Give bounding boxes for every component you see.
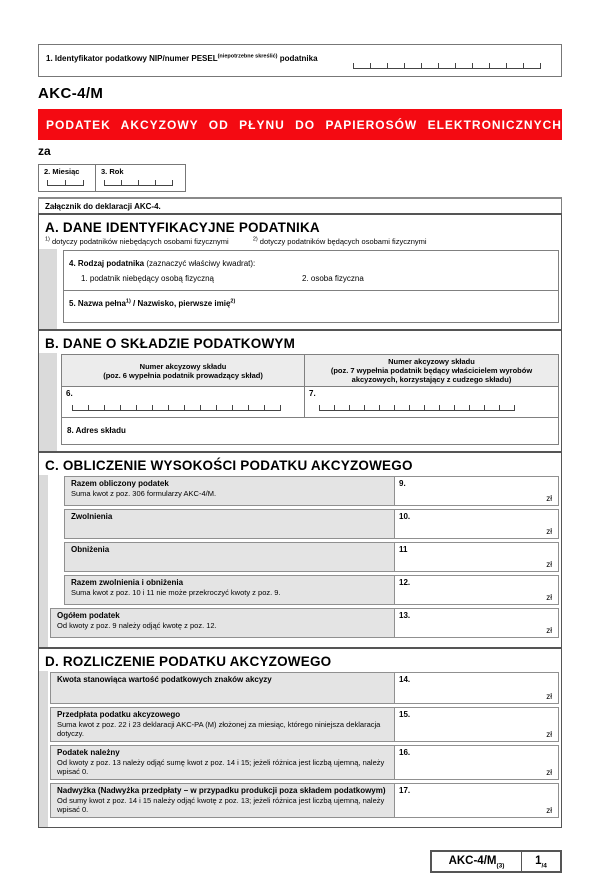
amount-input-cell-14[interactable]	[394, 673, 558, 703]
taxpayer-id-label: 1. Identyfikator podatkowy NIP/numer $PESEL^{(niepotrzebne skreślić)}$ podatnika	[46, 53, 318, 63]
section-a-body	[39, 249, 561, 329]
currency-unit: zł	[546, 494, 552, 503]
year-field	[96, 165, 185, 191]
warehouse-address-field[interactable]	[62, 418, 558, 444]
section-a-title: A. DANE IDENTYFIKACYJNE PODATNIKA	[45, 220, 320, 235]
row-tax-due	[50, 745, 559, 780]
period-table	[38, 164, 186, 192]
field-number: 9.	[399, 479, 406, 488]
section-c-body	[39, 475, 561, 647]
currency-unit: zł	[546, 806, 552, 815]
row-exemptions	[64, 509, 559, 539]
section-b-title: B. DANE O SKŁADZIE PODATKOWYM	[45, 336, 296, 351]
row-label: Razem obliczony podatek Suma kwot z poz. 306 formularzy AKC-4/M.	[71, 479, 217, 498]
row-label: Nadwyżka (Nadwyżka przedpłaty – w przypadku produkcji poza składem podatkowym) Od sumy kwot z poz. 14 i 15 należy odjąć kwotę z poz. 13; jeżeli różnica jest liczbą ujemną, należy wpisać 0.	[57, 786, 386, 814]
section-a-footnotes	[39, 237, 561, 249]
section-a	[38, 213, 562, 330]
field-number: 12.	[399, 578, 411, 587]
currency-unit: zł	[546, 626, 552, 635]
month-label: 2. Miesiąc	[44, 167, 80, 176]
month-comb-input[interactable]	[47, 177, 84, 186]
row-label: Przedpłata podatku akcyzowego Suma kwot z poz. 22 i 23 deklaracji AKC-PA (M) złożonej za miesiąc, którego niniejsza deklaracja dotyczy.	[57, 710, 381, 738]
warehouse-address-label: 8. Adres składu	[67, 426, 126, 435]
currency-unit: zł	[546, 593, 552, 602]
section-d-title: D. ROZLICZENIE PODATKU AKCYZOWEGO	[45, 654, 332, 669]
taxpayer-type-field	[63, 250, 559, 291]
currency-unit: zł	[546, 768, 552, 777]
warehouse-col1-header: Numer akcyzowy składu (poz. 6 wypełnia podatnik prowadzący skład)	[62, 355, 305, 386]
amount-input-cell-12[interactable]	[394, 576, 558, 604]
section-a-margin-strip	[39, 249, 57, 329]
amount-input-cell-16[interactable]	[394, 746, 558, 779]
section-d	[38, 647, 562, 828]
footnote-2: $^{2)}$ dotyczy podatników będących osobami fizycznymi	[252, 236, 427, 246]
row-label: Ogółem podatek Od kwoty z poz. 9 należy odjąć kwotę z poz. 12.	[57, 611, 217, 630]
full-name-field[interactable]	[63, 290, 559, 323]
currency-unit: zł	[546, 560, 552, 569]
amount-input-cell-11[interactable]	[394, 543, 558, 571]
year-label: 3. Rok	[101, 167, 124, 176]
warehouse-number-row	[62, 387, 558, 418]
period-prefix-label: za	[38, 144, 51, 158]
full-name-label: 5. Nazwa pełna$^{1)}$ / Nazwisko, pierwsze imię$^{2)}$	[69, 298, 236, 308]
taxpayer-type-option-2[interactable]: 2. osoba fizyczna	[302, 274, 364, 283]
row-reductions	[64, 542, 559, 572]
form-content	[38, 0, 562, 873]
taxpayer-type-label: 4. Rodzaj podatnika	[69, 259, 147, 268]
footnote-1: $^{1)}$ dotyczy podatników niebędących osobami fizycznymi	[45, 236, 229, 246]
field-number: 11	[399, 545, 408, 554]
row-overall-tax	[50, 608, 559, 638]
year-comb-input[interactable]	[104, 177, 173, 186]
form-code: AKC-4/M	[38, 85, 104, 102]
footer-page-number: $1_{/4}$	[535, 855, 547, 870]
section-c-title: C. OBLICZENIE WYSOKOŚCI PODATKU AKCYZOWEGO	[45, 458, 413, 473]
section-b-body	[39, 353, 561, 451]
field-number: 17.	[399, 786, 411, 795]
row-excise-stamps-value	[50, 672, 559, 704]
row-label: Zwolnienia	[71, 512, 113, 521]
field-7-comb-input[interactable]	[319, 402, 515, 411]
section-c	[38, 451, 562, 648]
row-label: Obniżenia	[71, 545, 110, 554]
row-label: Kwota stanowiąca wartość podatkowych znaków akcyzy	[57, 675, 272, 684]
taxpayer-type-hint: (zaznaczyć właściwy kwadrat):	[146, 259, 256, 268]
field-number: 13.	[399, 611, 411, 620]
field-7-number: 7.	[309, 389, 316, 398]
currency-unit: zł	[546, 692, 552, 701]
row-label: Podatek należny Od kwoty z poz. 13 należy odjąć sumę kwot z poz. 14 i 15; jeżeli różnica jest liczbą ujemną, należy wpisać 0.	[57, 748, 385, 776]
section-d-margin-strip	[39, 671, 48, 827]
footer-form-code: AKC-$4/M_{(3)}$	[432, 852, 522, 871]
row-prepayment	[50, 707, 559, 742]
field-number: 10.	[399, 512, 411, 521]
field-number: 16.	[399, 748, 411, 757]
amount-input-cell-17[interactable]	[394, 784, 558, 817]
row-surplus	[50, 783, 559, 818]
field-6-cell	[62, 387, 305, 417]
attachment-note: Załącznik do deklaracji AKC-4.	[38, 197, 562, 214]
amount-input-cell-9[interactable]	[394, 477, 558, 505]
warehouse-table-header	[62, 355, 558, 387]
row-label: Razem zwolnienia i obniżenia Suma kwot z poz. 10 i 11 nie może przekroczyć kwoty z poz. 9.	[71, 578, 281, 597]
section-c-margin-strip	[39, 475, 48, 647]
section-b	[38, 329, 562, 452]
field-6-comb-input[interactable]	[72, 402, 281, 411]
section-b-margin-strip	[39, 353, 57, 451]
amount-input-cell-10[interactable]	[394, 510, 558, 538]
field-number: 14.	[399, 675, 411, 684]
amount-input-cell-15[interactable]	[394, 708, 558, 741]
taxpayer-id-label-sup: (niepotrzebne skreślić)	[217, 53, 278, 60]
field-number: 15.	[399, 710, 411, 719]
warehouse-table	[61, 354, 559, 445]
taxpayer-type-option-1[interactable]: 1. podatnik niebędący osobą fizyczną	[81, 274, 214, 283]
currency-unit: zł	[546, 730, 552, 739]
warehouse-col2-header: Numer akcyzowy składu (poz. 7 wypełnia podatnik będący właścicielem wyrobów akcyzowych, korzystający z cudzego składu)	[330, 357, 533, 384]
month-field	[39, 165, 96, 191]
currency-unit: zł	[546, 527, 552, 536]
field-6-number: 6.	[66, 389, 73, 398]
section-d-body	[39, 671, 561, 827]
form-title: PODATEK AKCYZOWY OD PŁYNU DO PAPIEROSÓW ELEKTRONICZNYCH	[46, 117, 562, 132]
amount-input-cell-13[interactable]	[394, 609, 558, 637]
page-footer	[430, 850, 562, 873]
field-7-cell	[305, 387, 558, 417]
taxpayer-id-comb-input[interactable]	[353, 60, 541, 69]
row-total-exemptions-reductions	[64, 575, 559, 605]
form-title-banner	[38, 109, 562, 140]
row-total-computed-tax	[64, 476, 559, 506]
taxpayer-id-field	[38, 44, 562, 77]
